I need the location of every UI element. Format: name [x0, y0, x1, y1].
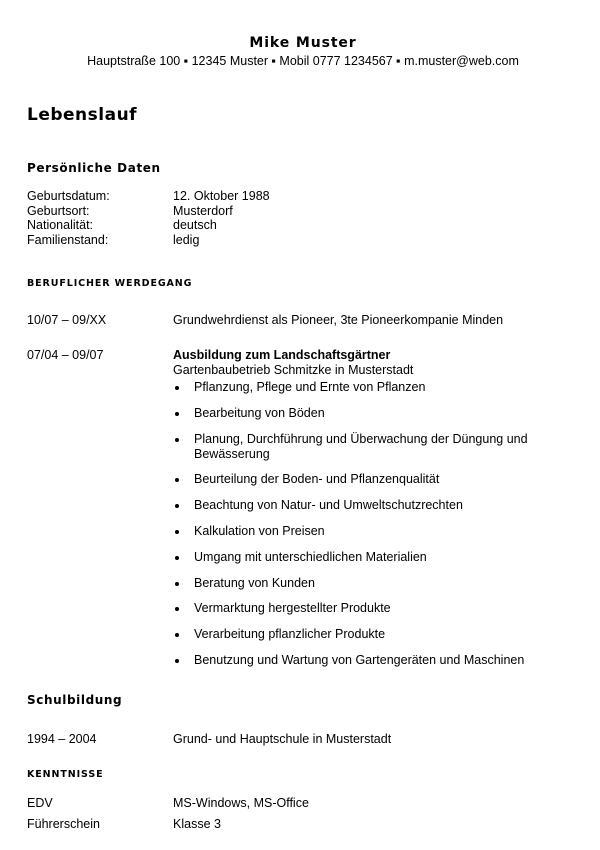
personal-value-nationality: deutsch	[173, 218, 217, 232]
list-item-text: Vermarktung hergestellter Produkte	[194, 601, 391, 616]
school-period: 1994 – 2004	[27, 732, 97, 746]
list-item-text: Planung, Durchführung und Überwachung der Düngung und Bewässerung	[194, 431, 528, 461]
bullet-icon	[175, 478, 179, 482]
bullet-icon	[175, 556, 179, 560]
skills-label-edv: EDV	[27, 796, 53, 810]
list-item	[173, 498, 553, 513]
list-item	[173, 432, 553, 462]
personal-label-nationality: Nationalität:	[27, 218, 94, 232]
bullet-icon	[175, 504, 179, 508]
personal-label-birthplace: Geburtsort:	[27, 203, 90, 218]
list-item-text: Umgang mit unterschiedlichen Materialien	[194, 549, 427, 564]
section-heading-personal: Persönliche Daten	[27, 161, 161, 175]
list-item	[173, 380, 553, 395]
list-item	[173, 653, 553, 668]
list-item	[173, 576, 553, 591]
personal-label-marital-status: Familienstand:	[27, 232, 109, 247]
career-duties-list	[173, 380, 553, 679]
list-item	[173, 601, 553, 616]
career-period: 10/07 – 09/XX	[27, 313, 107, 327]
list-item-text: Beachtung von Natur- und Umweltschutzrechten	[194, 498, 463, 513]
school-text: Grund- und Hauptschule in Musterstadt	[173, 732, 392, 746]
bullet-icon	[175, 412, 179, 416]
list-item-text: Bearbeitung von Böden	[194, 405, 325, 420]
bullet-icon	[175, 607, 179, 611]
bullet-icon	[175, 438, 179, 442]
bullet-icon	[175, 386, 179, 390]
bullet-icon	[175, 582, 179, 586]
list-item-text: Pflanzung, Pflege und Ernte von Pflanzen	[194, 380, 426, 394]
list-item	[173, 524, 553, 539]
career-period: 07/04 – 09/07	[27, 348, 104, 362]
bullet-icon	[175, 530, 179, 534]
page-title: Lebenslauf	[27, 105, 138, 125]
section-heading-skills: KENNTNISSE	[27, 769, 104, 780]
career-employer: Gartenbaubetrieb Schmitzke in Musterstadt	[173, 362, 414, 377]
skills-value-license: Klasse 3	[173, 817, 221, 831]
personal-value-birthplace: Musterdorf	[173, 203, 233, 218]
section-heading-school: Schulbildung	[27, 693, 123, 707]
list-item-text: Benutzung und Wartung von Gartengeräten und Maschinen	[194, 652, 525, 667]
list-item-text: Beratung von Kunden	[194, 575, 315, 590]
career-title: Ausbildung zum Landschaftsgärtner	[173, 348, 391, 362]
personal-value-birthdate: 12. Oktober 1988	[173, 189, 270, 203]
skills-label-license: Führerschein	[27, 817, 100, 831]
bullet-icon	[175, 633, 179, 637]
section-heading-career: BERUFLICHER WERDEGANG	[27, 278, 193, 289]
list-item	[173, 472, 553, 487]
list-item-text: Kalkulation von Preisen	[194, 523, 325, 538]
personal-label-birthdate: Geburtsdatum:	[27, 189, 110, 203]
applicant-name: Mike Muster	[249, 35, 357, 51]
list-item	[173, 550, 553, 565]
list-item	[173, 406, 553, 421]
contact-line: Hauptstraße 100 ▪ 12345 Muster ▪ Mobil 0777 1234567 ▪ m.muster@web.com	[87, 54, 519, 68]
list-item	[173, 627, 553, 642]
career-title: Grundwehrdienst als Pioneer, 3te Pioneerkompanie Minden	[173, 313, 504, 327]
personal-value-marital-status: ledig	[173, 232, 200, 247]
skills-value-edv: MS-Windows, MS-Office	[173, 796, 309, 810]
list-item-text: Beurteilung der Boden- und Pflanzenqualität	[194, 472, 440, 487]
list-item-text: Verarbeitung pflanzlicher Produkte	[194, 627, 386, 642]
bullet-icon	[175, 659, 179, 663]
